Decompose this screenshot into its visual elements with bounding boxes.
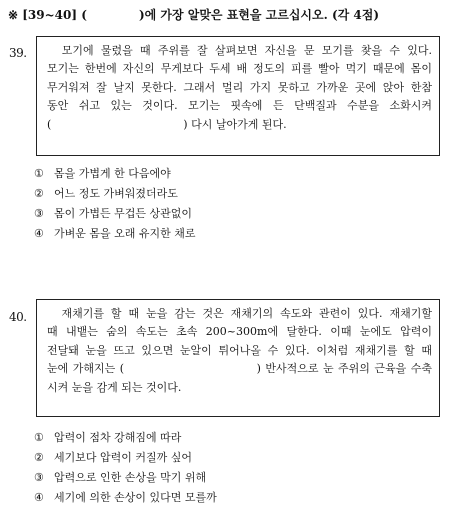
choice-text: 몸을 가볍게 한 다음에야 xyxy=(54,167,171,180)
choice-text: 압력이 점차 강해짐에 따라 xyxy=(54,431,182,444)
choice-text: 세기에 의한 손상이 있다면 모를까 xyxy=(54,491,217,504)
answer-choice[interactable] xyxy=(34,468,434,488)
choice-list-40 xyxy=(34,428,434,508)
choice-text: 어느 정도 가벼워졌더라도 xyxy=(54,187,178,200)
choice-number: ③ xyxy=(34,471,44,484)
choice-text: 몸이 가볍든 무겁든 상관없이 xyxy=(54,207,193,220)
choice-number: ④ xyxy=(34,227,44,240)
choice-number: ① xyxy=(34,431,44,444)
answer-choice[interactable] xyxy=(34,204,434,224)
question-range: [39~40] xyxy=(22,8,78,22)
passage-line: 재채기를 할 때 눈을 감는 것은 재채기의 속도와 관련이 있다. 재채기할 xyxy=(47,307,432,320)
answer-choice[interactable] xyxy=(34,164,434,184)
passage-line: 동안 쉬고 있는 것이다. 모기는 핏속에 든 단백질과 수분을 소화시켜 xyxy=(47,99,432,113)
choice-number: ④ xyxy=(34,491,44,504)
question-number-39: 39. xyxy=(9,46,27,60)
note-symbol: ※ xyxy=(8,8,19,22)
passage-line: 눈에 가해지는 ( ) 반사적으로 눈 주위의 근육을 수축 xyxy=(47,362,432,376)
section-instruction xyxy=(8,6,458,23)
answer-choice[interactable] xyxy=(34,184,434,204)
passage-line: 모기는 한번에 자신의 무게보다 두세 배 정도의 피를 빨아 먹기 때문에 몸이 xyxy=(47,62,432,76)
passage-line: 모기에 물렸을 때 주위를 잘 살펴보면 자신을 문 모기를 찾을 수 있다. xyxy=(47,44,432,57)
answer-choice[interactable] xyxy=(34,224,434,244)
choice-number: ① xyxy=(34,167,44,180)
answer-choice[interactable] xyxy=(34,428,434,448)
choice-text: 세기보다 압력이 커질까 싶어 xyxy=(54,451,193,464)
answer-choice[interactable] xyxy=(34,448,434,468)
choice-number: ③ xyxy=(34,207,44,220)
choice-number: ② xyxy=(34,187,44,200)
passage-line: 때 내뱉는 숨의 속도는 초속 200~300m에 달한다. 이때 눈에도 압력이 xyxy=(47,325,432,339)
passage-line: ( ) 다시 날아가게 된다. xyxy=(47,117,287,131)
choice-text: 압력으로 인한 손상을 막기 위해 xyxy=(54,471,207,484)
question-number-40: 40. xyxy=(9,310,27,324)
passage-line: 전달돼 눈을 뜨고 있으면 눈알이 튀어나올 수 있다. 이처럼 재채기를 할 때 xyxy=(47,343,432,357)
choice-list-39 xyxy=(34,164,434,244)
passage-box-39 xyxy=(36,36,440,156)
instruction-text: )에 가장 알맞은 표현을 고르십시오. (각 4점) xyxy=(138,8,380,22)
passage-line: 시켜 눈을 감게 되는 것이다. xyxy=(47,380,182,394)
passage-box-40 xyxy=(36,299,440,417)
choice-text: 가벼운 몸을 오래 유지한 채로 xyxy=(54,227,196,240)
open-paren: ( xyxy=(81,8,87,22)
passage-line: 무거워져 잘 날지 못한다. 그래서 멀리 가지 못하고 가까운 곳에 앉아 한참 xyxy=(47,80,432,94)
choice-number: ② xyxy=(34,451,44,464)
answer-choice[interactable] xyxy=(34,488,434,508)
